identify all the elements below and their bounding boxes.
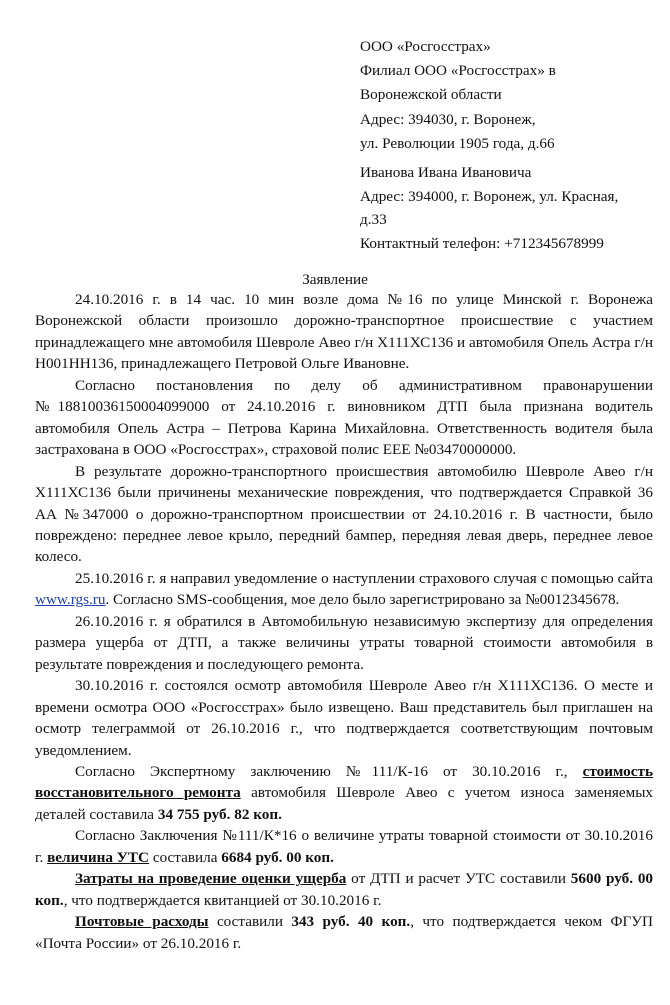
assessment-cost-label: Затраты на проведение оценки ущерба [75, 870, 347, 888]
paragraph-text: 25.10.2016 г. я направил уведомление о наступлении страхового случая с помощью сайта [75, 569, 653, 587]
paragraph-notification [35, 568, 653, 611]
paragraph-uts [35, 825, 653, 868]
document-title: Заявление [302, 271, 368, 288]
repair-cost-amount: 34 755 руб. 82 коп. [157, 805, 282, 823]
paragraph-text: составила [149, 848, 222, 866]
recipient-line: ул. Революции 1905 года, д.66 [360, 134, 555, 152]
paragraph-text: Согласно Заключения №111/К*16 о величине утраты товарной стоимости от 30.10.2016 г. [35, 827, 653, 866]
paragraph-repair-cost [35, 761, 653, 825]
recipient-block [360, 35, 660, 156]
website-link[interactable]: www.rgs.ru [35, 591, 106, 609]
paragraph-damage: В результате дорожно-транспортного происшествия автомобилю Шевроле Авео г/н Х111ХС136 были причинены механические повреждения, что подтверждается Справкой 36 АА №347000 о дорожно-транспортном происшествии от 24.10.2016 г. В частности, было повреждено: переднее левое крыло, передний бампер, передняя левая дверь, переднее левое колесо. [35, 462, 653, 566]
paragraph-text: . Согласно SMS-сообщения, мое дело было зарегистрировано за №0012345678. [105, 591, 620, 609]
recipient-line: Адрес: 394030, г. Воронеж, [360, 110, 536, 128]
postal-cost-label: Почтовые расходы [75, 913, 209, 931]
paragraph-postal-cost [35, 911, 653, 954]
recipient-line: Воронежской области [360, 86, 502, 104]
document-body [35, 289, 653, 954]
assessment-cost-amount: 5600 руб. 00 коп. [35, 870, 654, 909]
postal-cost-amount: 343 руб. 40 коп. [291, 913, 411, 931]
uts-amount: 6684 руб. 00 коп. [221, 848, 334, 866]
sender-address: Адрес: 394000, г. Воронеж, ул. Красная, [360, 187, 619, 205]
sender-address-cont: д.33 [360, 211, 387, 229]
paragraph-text: , что подтверждается чеком ФГУП «Почта России» от 26.10.2016 г. [35, 913, 653, 952]
paragraph-ruling: Согласно постановления по делу об административном правонарушении №18810036150004099000 от 24.10.2016 г. виновником ДТП была признана водитель автомобиля Опель Астра – Петрова Карина Михайловна. Ответственность водителя была застрахована в ООО «Росгосстрах», страховой полис ЕЕЕ №03470000000. [35, 376, 653, 459]
recipient-line: Филиал ООО «Росгосстрах» в [360, 62, 556, 80]
paragraph-text: , что подтверждается квитанцией от 30.10.2016 г. [63, 891, 382, 909]
sender-phone: Контактный телефон: +712345678999 [360, 234, 604, 252]
recipient-line: ООО «Росгосстрах» [360, 38, 491, 55]
repair-cost-label: стоимость восстановительного ремонта [35, 762, 653, 802]
paragraph-accident: 24.10.2016 г. в 14 час. 10 мин возле дома №16 по улице Минской г. Воронежа Воронежской области произошло дорожно-транспортное происшествие с участием принадлежащего мне автомобиля Шевроле Авео г/н Х111ХС136 и автомобиля Опель Астра г/н Н001НН136, принадлежащего Петровой Ольге Ивановне. [35, 291, 653, 373]
paragraph-text: автомобиля Шевроле Авео с учетом износа заменяемых деталей составила [35, 784, 653, 823]
paragraph-expertise: 26.10.2016 г. я обратился в Автомобильную независимую экспертизу для определения размера ущерба от ДТП, а также величины утраты товарной стоимости автомобиля в результате повреждения и последующего ремонта. [35, 612, 653, 673]
sender-name: Иванова Ивана Ивановича [360, 164, 532, 181]
uts-label: величина УТС [47, 848, 150, 866]
paragraph-text: Согласно Экспертному заключению №111/К-16 от 30.10.2016 г., [75, 762, 583, 780]
paragraph-text: составили [208, 913, 292, 931]
paragraph-assessment-cost [35, 868, 653, 911]
paragraph-inspection: 30.10.2016 г. состоялся осмотр автомобиля Шевроле Авео г/н Х111ХС136. О месте и времени осмотра ООО «Росгосстрах» было извещено. Ваш представитель был приглашен на осмотр телеграммой от 26.10.2016 г., что подтверждается соответствующим почтовым уведомлением. [35, 677, 653, 759]
sender-block [360, 161, 660, 255]
paragraph-text: от ДТП и расчет УТС составили [346, 870, 571, 888]
